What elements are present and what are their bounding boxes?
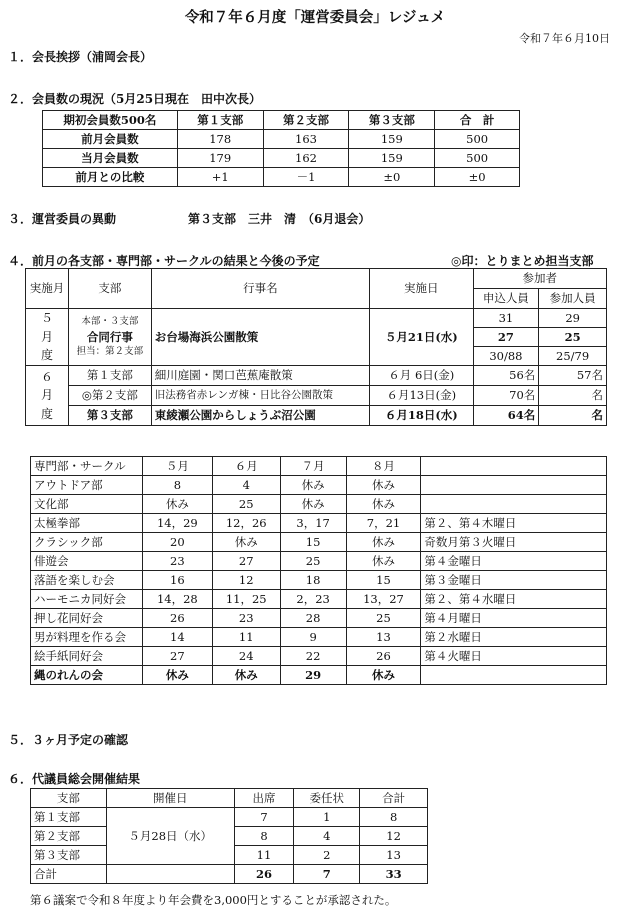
delegates-table-header (31, 789, 428, 808)
table-row (31, 808, 428, 827)
events-jun-branch-2: ◎第２支部 (68, 386, 151, 406)
circle-month-cell: 22 (280, 647, 346, 666)
circle-month-cell: 休み (346, 666, 421, 685)
circle-month-cell: 16 (142, 571, 212, 590)
circle-month-cell: 24 (212, 647, 280, 666)
circle-month-cell: 13，27 (346, 590, 421, 609)
document-title: 令和７年６月度「運営委員会」レジュメ (184, 9, 446, 26)
delegate-branch: 第１支部 (31, 808, 107, 827)
circle-month-cell: 23 (142, 552, 212, 571)
circle-schedule: 第２、第４木曜日 (421, 514, 607, 533)
delegate-value-cell: 26 (234, 865, 294, 884)
events-jun-apply-1: 56名 (473, 366, 539, 386)
circle-schedule (421, 666, 607, 685)
events-jun-date-2: ６月13日(金) (370, 386, 474, 406)
table-row (31, 647, 607, 666)
delegate-value-cell: 33 (360, 865, 428, 884)
circle-name: ハーモニカ同好会 (31, 590, 143, 609)
circle-name: 俳遊会 (31, 552, 143, 571)
table-row (43, 130, 520, 149)
events-header-name: 行事名 (151, 269, 369, 309)
circles-table-header (31, 457, 607, 476)
circle-month-cell: 23 (212, 609, 280, 628)
events-header-date: 実施日 (370, 269, 474, 309)
events-header-month: 実施月 (26, 269, 69, 309)
delegate-value-cell: 2 (294, 846, 360, 865)
circle-month-cell: 休み (346, 552, 421, 571)
section-4-title: ４．前月の各支部・専門部・サークルの結果と今後の予定 (8, 254, 320, 268)
events-may-branch-line1: 本部・３支部 (81, 315, 139, 327)
section-6-heading: ６．代議員総会開催結果 (8, 772, 141, 786)
delegate-value-cell: 13 (360, 846, 428, 865)
events-jun-branch-3: 第３支部 (68, 406, 151, 426)
events-may-branch-line2: 合同行事 (86, 329, 133, 344)
circles-header-cell: ８月 (346, 457, 421, 476)
delegate-value-cell: 12 (360, 827, 428, 846)
member-value-cell: 159 (349, 130, 435, 149)
circle-month-cell: 15 (280, 533, 346, 552)
circle-month-cell: 11 (212, 628, 280, 647)
delegates-header-cell: 開催日 (106, 789, 234, 808)
circle-month-cell: 27 (142, 647, 212, 666)
member-header-cell: 第２支部 (263, 111, 349, 130)
circle-month-cell: 25 (346, 609, 421, 628)
circle-month-cell: 29 (280, 666, 346, 685)
table-row (31, 495, 607, 514)
circle-schedule: 第３金曜日 (421, 571, 607, 590)
circle-month-cell: 14，28 (142, 590, 212, 609)
circle-month-cell: 8 (142, 476, 212, 495)
delegate-branch: 第３支部 (31, 846, 107, 865)
delegates-empty-cell (106, 865, 234, 884)
circle-name: 絵手紙同好会 (31, 647, 143, 666)
events-may-name: お台場海浜公園散策 (151, 309, 369, 366)
document-date: 令和７年６月10日 (519, 32, 610, 45)
events-jun-apply-2: 70名 (473, 386, 539, 406)
circle-name: アウトドア部 (31, 476, 143, 495)
circle-schedule: 奇数月第３火曜日 (421, 533, 607, 552)
member-count-table (42, 110, 520, 187)
member-value-cell: ±0 (349, 168, 435, 187)
events-may-attend-1: 29 (539, 309, 607, 328)
delegates-header-cell: 支部 (31, 789, 107, 808)
table-row (31, 552, 607, 571)
circle-month-cell: 4 (212, 476, 280, 495)
events-jun-branch-1: 第１支部 (68, 366, 151, 386)
circle-schedule: 第４月曜日 (421, 609, 607, 628)
events-jun-apply-3: 64名 (473, 406, 539, 426)
circle-name: 落語を楽しむ会 (31, 571, 143, 590)
circles-header-cell: ５月 (142, 457, 212, 476)
circle-month-cell: 7，21 (346, 514, 421, 533)
circles-header-cell: ７月 (280, 457, 346, 476)
circle-schedule (421, 476, 607, 495)
member-value-cell: 178 (177, 130, 263, 149)
circle-name: 男が料理を作る会 (31, 628, 143, 647)
circle-month-cell: 休み (280, 495, 346, 514)
delegates-meeting-date: ５月28日（水） (106, 808, 234, 865)
events-may-month: ５月度 (26, 309, 69, 366)
circle-month-cell: 2，23 (280, 590, 346, 609)
circle-name: クラシック部 (31, 533, 143, 552)
events-jun-name-2: 旧法務省赤レンガ棟・日比谷公園散策 (151, 386, 369, 406)
section-1-heading: １．会長挨拶（浦岡会長） (8, 50, 153, 64)
events-may-apply-1: 31 (473, 309, 539, 328)
member-header-cell: 期初会員数500名 (43, 111, 178, 130)
events-header-participants: 参加者 (473, 269, 606, 289)
circles-table (30, 456, 607, 685)
member-value-cell: +1 (177, 168, 263, 187)
circle-schedule: 第４火曜日 (421, 647, 607, 666)
section-5-heading: ５．３ヶ月予定の確認 (8, 733, 129, 747)
circles-header-cell (421, 457, 607, 476)
circle-month-cell: 3，17 (280, 514, 346, 533)
member-table-header (43, 111, 520, 130)
table-row (31, 865, 428, 884)
events-jun-attend-3: 名 (539, 406, 607, 426)
member-value-cell: －1 (263, 168, 349, 187)
events-jun-name-1: 細川庭園・関口芭蕉庵散策 (151, 366, 369, 386)
circle-month-cell: 休み (212, 666, 280, 685)
member-value-cell: 500 (435, 149, 520, 168)
circle-month-cell: 12 (212, 571, 280, 590)
delegate-value-cell: 4 (294, 827, 360, 846)
section-3-detail: 第３支部 三井 清 （6月退会） (188, 212, 371, 226)
circle-month-cell: 25 (280, 552, 346, 571)
circles-header-cell: 専門部・サークル (31, 457, 143, 476)
circle-name: 押し花同好会 (31, 609, 143, 628)
circle-month-cell: 25 (212, 495, 280, 514)
member-header-cell: 第１支部 (177, 111, 263, 130)
delegates-header-cell: 出席 (234, 789, 294, 808)
member-value-cell: ±0 (435, 168, 520, 187)
table-row (31, 609, 607, 628)
circle-month-cell: 休み (142, 666, 212, 685)
events-table (25, 268, 607, 426)
circle-schedule (421, 495, 607, 514)
events-may-attend-total: 25/79 (539, 347, 607, 366)
circle-month-cell: 15 (346, 571, 421, 590)
circle-month-cell: 11，25 (212, 590, 280, 609)
events-jun-month: ６月度 (26, 366, 69, 426)
table-row (31, 666, 607, 685)
member-row-label: 当月会員数 (43, 149, 178, 168)
circle-schedule: 第４金曜日 (421, 552, 607, 571)
table-row (31, 590, 607, 609)
events-header-branch: 支部 (68, 269, 151, 309)
section-2-heading: ２．会員数の現況（5月25日現在 田中次長） (8, 92, 262, 106)
table-row (31, 533, 607, 552)
events-jun-name-3: 東綾瀬公園からしょうぶ沼公園 (151, 406, 369, 426)
table-row (43, 149, 520, 168)
table-row (31, 514, 607, 533)
circle-month-cell: 20 (142, 533, 212, 552)
delegates-header-cell: 委任状 (294, 789, 360, 808)
approval-note: 第６議案で令和８年度より年会費を3,000円とすることが承認された。 (30, 893, 397, 907)
circle-month-cell: 12，26 (212, 514, 280, 533)
events-jun-attend-1: 57名 (539, 366, 607, 386)
member-header-cell: 第３支部 (349, 111, 435, 130)
circle-month-cell: 休み (212, 533, 280, 552)
section-4-note: ◎印：とりまとめ担当支部 (451, 254, 594, 268)
delegate-value-cell: 8 (234, 827, 294, 846)
delegate-value-cell: 7 (234, 808, 294, 827)
member-row-label: 前月会員数 (43, 130, 178, 149)
circle-month-cell: 休み (346, 495, 421, 514)
circle-schedule: 第２水曜日 (421, 628, 607, 647)
circles-header-cell: ６月 (212, 457, 280, 476)
circle-month-cell: 13 (346, 628, 421, 647)
table-row (31, 571, 607, 590)
member-header-cell: 合 計 (435, 111, 520, 130)
circle-month-cell: 休み (346, 476, 421, 495)
delegate-value-cell: 8 (360, 808, 428, 827)
section-3-heading (8, 210, 371, 227)
events-may-apply-total: 30/88 (473, 347, 539, 366)
delegate-value-cell: 7 (294, 865, 360, 884)
member-value-cell: 159 (349, 149, 435, 168)
table-row (43, 168, 520, 187)
circle-month-cell: 28 (280, 609, 346, 628)
events-header-attend: 参加人員 (539, 289, 607, 309)
events-jun-attend-2: 名 (539, 386, 607, 406)
section-3-title: ３．運営委員の異動 (8, 212, 117, 226)
circle-month-cell: 休み (280, 476, 346, 495)
delegates-table (30, 788, 428, 884)
member-value-cell: 179 (177, 149, 263, 168)
delegate-branch: 合計 (31, 865, 107, 884)
circle-name: 文化部 (31, 495, 143, 514)
member-value-cell: 500 (435, 130, 520, 149)
circle-month-cell: 14，29 (142, 514, 212, 533)
events-may-branch (68, 309, 151, 366)
circle-month-cell: 休み (142, 495, 212, 514)
circle-month-cell: 14 (142, 628, 212, 647)
events-may-branch-line3: 担当：第２支部 (76, 346, 144, 358)
circle-month-cell: 18 (280, 571, 346, 590)
events-jun-date-3: ６月18日(水) (370, 406, 474, 426)
table-row (31, 628, 607, 647)
circle-month-cell: 9 (280, 628, 346, 647)
circle-name: 太極拳部 (31, 514, 143, 533)
circle-month-cell: 27 (212, 552, 280, 571)
member-row-label: 前月との比較 (43, 168, 178, 187)
events-header-apply: 申込人員 (473, 289, 539, 309)
delegate-value-cell: 1 (294, 808, 360, 827)
member-value-cell: 163 (263, 130, 349, 149)
delegates-header-cell: 合計 (360, 789, 428, 808)
events-jun-date-1: ６月 6日(金) (370, 366, 474, 386)
circle-name: 縄のれんの会 (31, 666, 143, 685)
events-may-date: ５月21日(水) (370, 309, 474, 366)
circle-schedule: 第２、第４水曜日 (421, 590, 607, 609)
table-row (31, 476, 607, 495)
member-value-cell: 162 (263, 149, 349, 168)
events-may-attend-2: 25 (539, 328, 607, 347)
circle-month-cell: 26 (346, 647, 421, 666)
events-may-apply-2: 27 (473, 328, 539, 347)
circle-month-cell: 26 (142, 609, 212, 628)
section-4-heading (8, 252, 594, 269)
circle-month-cell: 休み (346, 533, 421, 552)
delegate-branch: 第２支部 (31, 827, 107, 846)
delegate-value-cell: 11 (234, 846, 294, 865)
